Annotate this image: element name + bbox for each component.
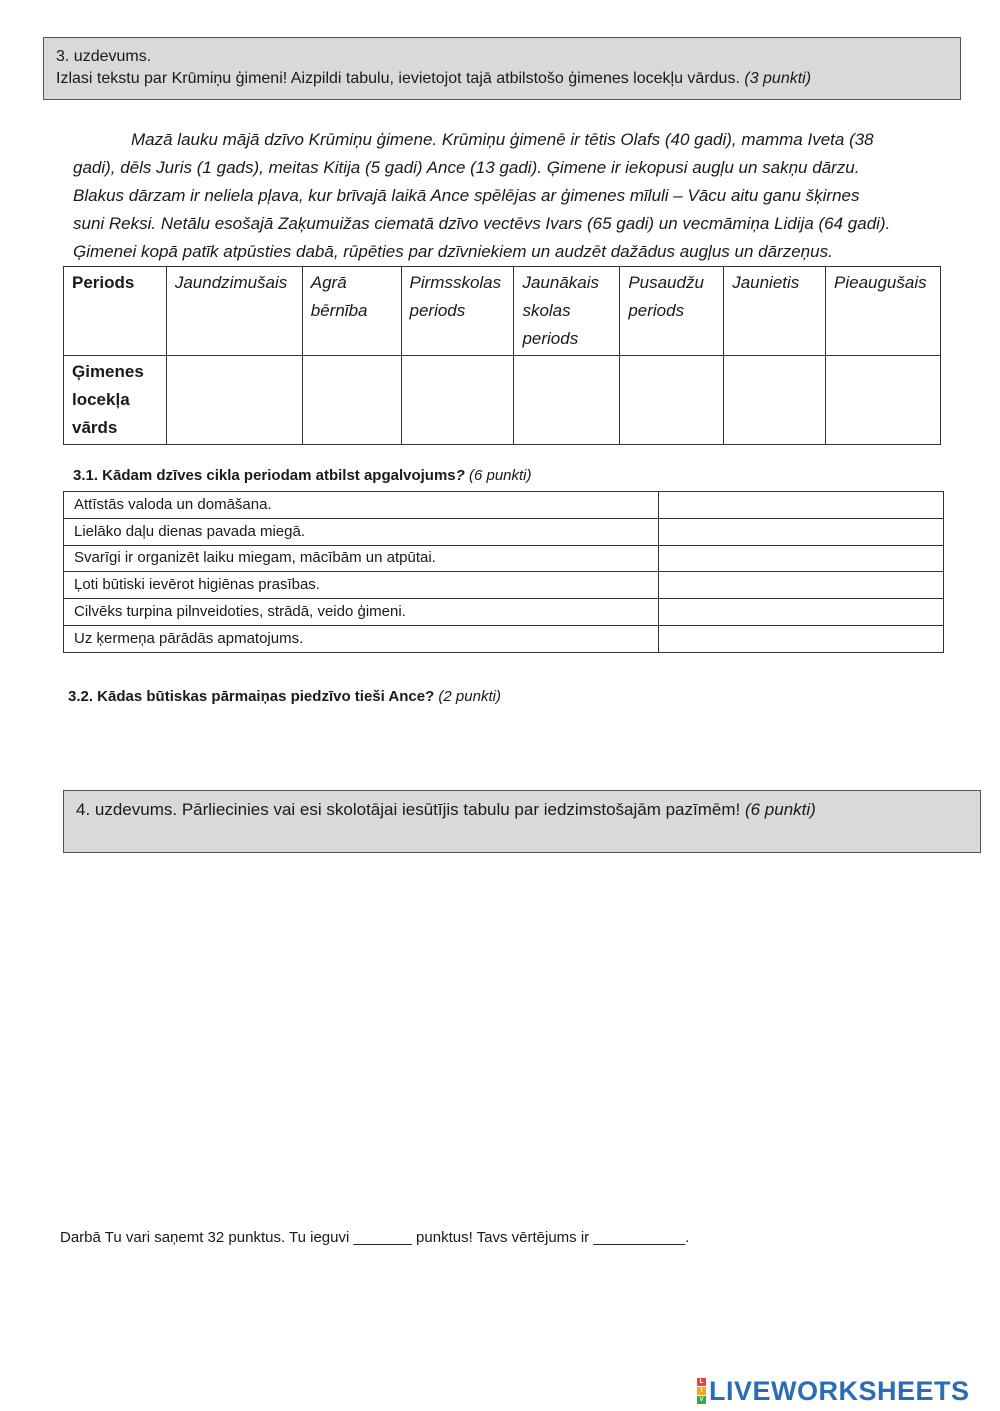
liveworksheets-logo-icon [697, 1378, 706, 1404]
statement-text: Cilvēks turpina pilnveidoties, strādā, veido ģimeni. [64, 599, 659, 626]
task3-title: 3. uzdevums. [56, 48, 152, 65]
task4-points: (6 punkti) [744, 800, 816, 819]
table-row [64, 572, 944, 599]
name-answer-cell[interactable] [620, 356, 724, 445]
statement-text: Lielāko daļu dienas pavada miegā. [64, 518, 659, 545]
logo-letter: L [697, 1378, 706, 1386]
score-footer: Darbā Tu vari saņemt 32 punktus. Tu ieguvi _______ punktus! Tavs vērtējums ir ___________. [60, 1229, 690, 1246]
table-row [64, 492, 944, 519]
periods-table [63, 266, 941, 445]
period-cell: Pieaugušais [826, 267, 941, 356]
name-answer-cell[interactable] [302, 356, 401, 445]
period-cell: Agrā bērnība [302, 267, 401, 356]
statement-text: Svarīgi ir organizēt laiku miegam, mācībām un atpūtai. [64, 545, 659, 572]
statement-answer-cell[interactable] [659, 545, 944, 572]
story-text [73, 126, 943, 266]
statement-answer-cell[interactable] [659, 518, 944, 545]
periods-header: Periods [64, 267, 167, 356]
statement-text: Ļoti būtiski ievērot higiēnas prasības. [64, 572, 659, 599]
statement-text: Attīstās valoda un domāšana. [64, 492, 659, 519]
period-cell: Jaundzimušais [166, 267, 302, 356]
name-answer-cell[interactable] [826, 356, 941, 445]
question-3-2-points: (2 punkti) [438, 688, 501, 705]
task4-text: 4. uzdevums. Pārliecinies vai esi skolotājai iesūtījis tabulu par iedzimstošajām pazīmēm! [76, 800, 741, 819]
logo-letter: I [697, 1387, 706, 1395]
statements-table [63, 491, 944, 653]
question-3-1-title: 3.1. Kādam dzīves cikla periodam atbilst apgalvojums? (6 punkti) [73, 467, 532, 484]
story-line: Mazā lauku mājā dzīvo Krūmiņu ģimene. Krūmiņu ģimenē ir tētis Olafs (40 gadi), mamma Iveta (38 [131, 130, 874, 149]
story-line: Blakus dārzam ir neliela pļava, kur brīvajā laikā Ance spēlējas ar ģimenes mīluli – Vācu aitu ganu šķirnes [73, 186, 860, 205]
question-3-1-points: (6 punkti) [468, 467, 532, 484]
period-cell: Pusaudžu periods [620, 267, 724, 356]
name-answer-cell[interactable] [166, 356, 302, 445]
story-line: Ģimenei kopā patīk atpūsties dabā, rūpēties par dzīvniekiem un audzēt dažādus augļus un dārzeņus. [73, 242, 833, 261]
task3-points: (3 punkti) [744, 70, 812, 87]
story-line: suni Reksi. Netālu esošajā Zaķumuižas ciematā dzīvo vectēvs Ivars (65 gadi) un vecmāmiņa Lidija (64 gadi). [73, 214, 891, 233]
table-row [64, 518, 944, 545]
statement-answer-cell[interactable] [659, 572, 944, 599]
question-3-2-title: 3.2. Kādas būtiskas pārmaiņas piedzīvo tieši Ance? (2 punkti) [68, 688, 501, 705]
statement-answer-cell[interactable] [659, 625, 944, 652]
names-header: Ģimenes locekļa vārds [64, 356, 167, 445]
task3-header [43, 37, 961, 100]
period-cell: Jaunietis [724, 267, 826, 356]
statement-text: Uz ķermeņa pārādās apmatojums. [64, 625, 659, 652]
logo-letter: V [697, 1396, 706, 1404]
table-row [64, 625, 944, 652]
table-row [64, 545, 944, 572]
name-answer-cell[interactable] [724, 356, 826, 445]
period-cell: Jaunākais skolas periods [514, 267, 620, 356]
name-answer-cell[interactable] [401, 356, 514, 445]
task4-header [63, 790, 981, 853]
table-row [64, 599, 944, 626]
statement-answer-cell[interactable] [659, 492, 944, 519]
liveworksheets-logo [697, 1376, 970, 1406]
story-line: gadi), dēls Juris (1 gads), meitas Kitija (5 gadi) Ance (13 gadi). Ģimene ir iekopusi augļu un sakņu dārzu. [73, 158, 860, 177]
period-cell: Pirmsskolas periods [401, 267, 514, 356]
brand-name: LIVEWORKSHEETS [709, 1375, 970, 1406]
task3-instruction: Izlasi tekstu par Krūmiņu ģimeni! Aizpildi tabulu, ievietojot tajā atbilstošo ģimenes locekļu vārdus. (3 punkti) [56, 70, 812, 87]
name-answer-cell[interactable] [514, 356, 620, 445]
statement-answer-cell[interactable] [659, 599, 944, 626]
